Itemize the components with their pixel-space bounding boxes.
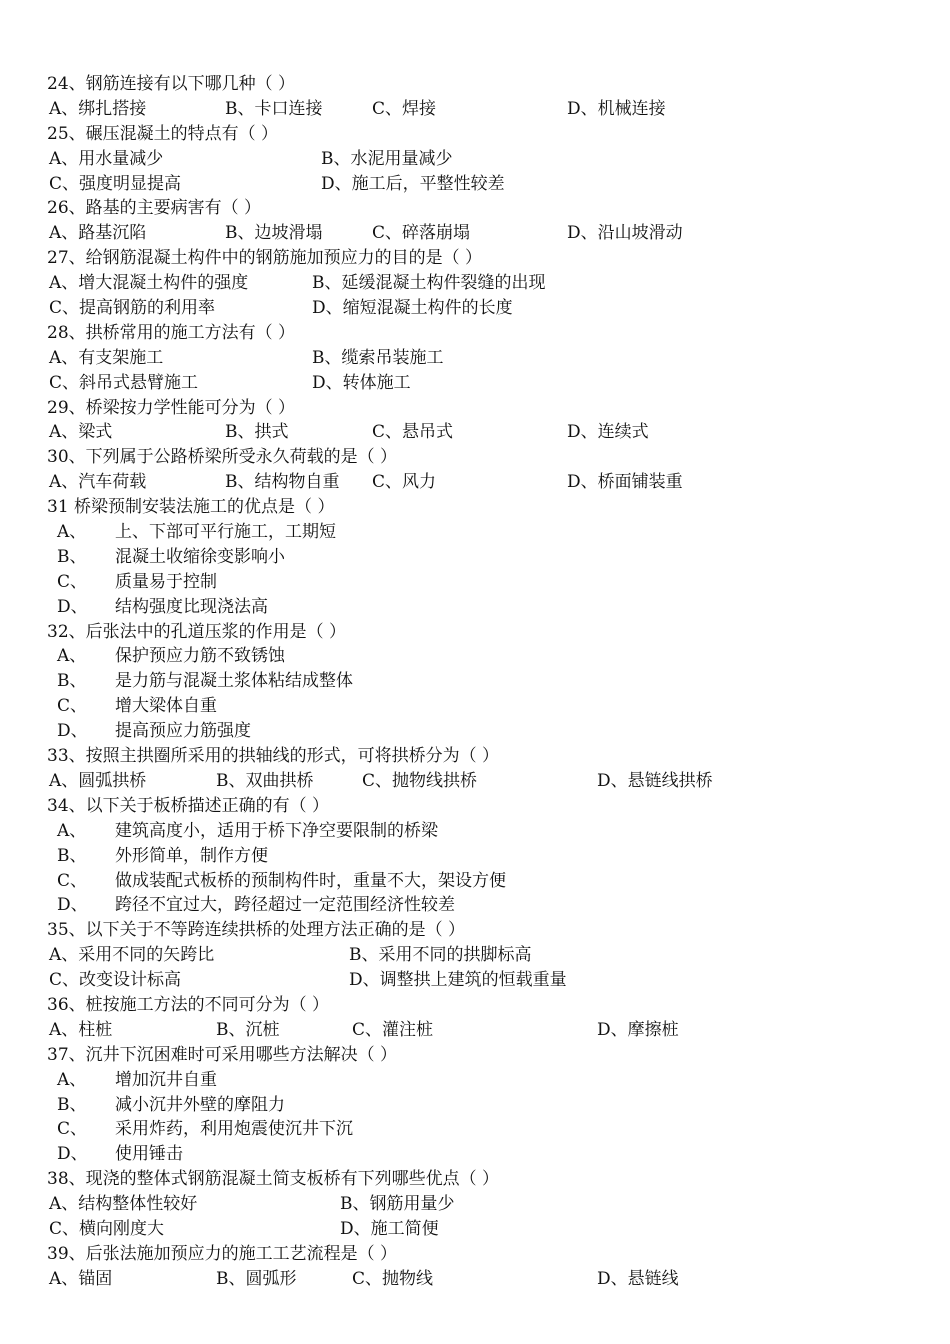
option-text: 保护预应力筋不致锈蚀 bbox=[115, 646, 285, 667]
options-26 bbox=[0, 221, 950, 246]
option-d: D、机械连接 bbox=[567, 98, 666, 119]
question-31: 31 桥梁预制安装法施工的优点是（ ） bbox=[47, 497, 335, 518]
option-c bbox=[57, 570, 950, 595]
option-b: B、结构物自重 bbox=[225, 472, 340, 493]
option-d: D、桥面铺装重 bbox=[567, 472, 683, 493]
option-c bbox=[57, 694, 950, 719]
option-d bbox=[57, 893, 950, 918]
question-36: 36、桩按施工方法的不同可分为（ ） bbox=[47, 994, 330, 1015]
option-letter: C、 bbox=[57, 571, 88, 592]
option-letter: D、 bbox=[57, 596, 88, 617]
option-d bbox=[57, 1142, 950, 1167]
options-25-cd bbox=[0, 172, 950, 197]
option-text: 减小沉井外壁的摩阻力 bbox=[115, 1094, 285, 1115]
option-text: 增加沉井自重 bbox=[115, 1069, 217, 1090]
option-letter: C、 bbox=[57, 1119, 88, 1140]
option-text: 建筑高度小，适用于桥下净空要限制的桥梁 bbox=[115, 820, 438, 841]
option-b: B、沉桩 bbox=[216, 1019, 280, 1040]
option-a bbox=[57, 644, 950, 669]
option-a: A、用水量减少 bbox=[49, 148, 164, 169]
option-c: C、横向刚度大 bbox=[49, 1218, 165, 1239]
options-35-ab bbox=[0, 943, 950, 968]
options-27-ab bbox=[0, 271, 950, 296]
option-d bbox=[57, 595, 950, 620]
option-b: B、钢筋用量少 bbox=[340, 1194, 455, 1215]
option-c: C、悬吊式 bbox=[372, 422, 454, 443]
option-letter: A、 bbox=[57, 646, 87, 667]
question-27: 27、给钢筋混凝土构件中的钢筋施加预应力的目的是（ ） bbox=[47, 248, 483, 269]
option-a: A、结构整体性较好 bbox=[49, 1194, 198, 1215]
option-c: C、强度明显提高 bbox=[49, 173, 182, 194]
option-b: B、缆索吊装施工 bbox=[312, 347, 444, 368]
option-d: D、悬链线 bbox=[597, 1268, 679, 1289]
option-text: 提高预应力筋强度 bbox=[115, 721, 251, 742]
option-a: A、有支架施工 bbox=[49, 347, 164, 368]
exam-document bbox=[0, 72, 950, 1292]
option-d: D、连续式 bbox=[567, 422, 649, 443]
option-a bbox=[57, 819, 950, 844]
option-c: C、抛物线拱桥 bbox=[362, 770, 478, 791]
option-text: 质量易于控制 bbox=[115, 571, 217, 592]
option-b: B、采用不同的拱脚标高 bbox=[349, 945, 532, 966]
option-letter: D、 bbox=[57, 721, 88, 742]
option-b: B、拱式 bbox=[225, 422, 289, 443]
option-text: 上、下部可平行施工，工期短 bbox=[115, 522, 336, 543]
question-33: 33、按照主拱圈所采用的拱轴线的形式，可将拱桥分为（ ） bbox=[47, 746, 500, 767]
option-text: 采用炸药，利用炮震使沉井下沉 bbox=[115, 1119, 353, 1140]
option-letter: C、 bbox=[57, 870, 88, 891]
option-c: C、斜吊式悬臂施工 bbox=[49, 372, 199, 393]
question-39: 39、后张法施加预应力的施工工艺流程是（ ） bbox=[47, 1243, 398, 1264]
option-a: A、梁式 bbox=[49, 422, 113, 443]
option-d: D、悬链线拱桥 bbox=[597, 770, 713, 791]
option-d: D、施工后，平整性较差 bbox=[321, 173, 505, 194]
option-d: D、转体施工 bbox=[312, 372, 411, 393]
options-38-cd bbox=[0, 1217, 950, 1242]
option-c: C、焊接 bbox=[372, 98, 437, 119]
option-a bbox=[57, 520, 950, 545]
options-28-ab bbox=[0, 346, 950, 371]
option-text: 混凝土收缩徐变影响小 bbox=[115, 546, 285, 567]
option-c: C、抛物线 bbox=[352, 1268, 434, 1289]
options-28-cd bbox=[0, 371, 950, 396]
option-letter: D、 bbox=[57, 1144, 88, 1165]
option-b bbox=[57, 669, 950, 694]
option-a bbox=[57, 1068, 950, 1093]
options-25-ab bbox=[0, 147, 950, 172]
question-37: 37、沉井下沉困难时可采用哪些方法解决（ ） bbox=[47, 1044, 398, 1065]
option-b: B、水泥用量减少 bbox=[321, 148, 453, 169]
option-c: C、灌注桩 bbox=[352, 1019, 434, 1040]
option-letter: B、 bbox=[57, 845, 87, 866]
option-d: D、沿山坡滑动 bbox=[567, 223, 683, 244]
question-25: 25、碾压混凝土的特点有（ ） bbox=[47, 123, 279, 144]
option-letter: A、 bbox=[57, 1069, 87, 1090]
option-b: B、圆弧形 bbox=[216, 1268, 297, 1289]
question-26: 26、路基的主要病害有（ ） bbox=[47, 198, 262, 219]
option-text: 增大梁体自重 bbox=[115, 696, 217, 717]
option-d: D、摩擦桩 bbox=[597, 1019, 679, 1040]
option-a: A、锚固 bbox=[49, 1268, 113, 1289]
question-28: 28、拱桥常用的施工方法有（ ） bbox=[47, 322, 296, 343]
option-b bbox=[57, 844, 950, 869]
option-letter: A、 bbox=[57, 820, 87, 841]
option-c: C、提高钢筋的利用率 bbox=[49, 298, 216, 319]
options-35-cd bbox=[0, 968, 950, 993]
option-a: A、路基沉陷 bbox=[49, 223, 147, 244]
option-a: A、柱桩 bbox=[49, 1019, 113, 1040]
options-27-cd bbox=[0, 296, 950, 321]
option-text: 外形简单，制作方便 bbox=[115, 845, 268, 866]
options-33 bbox=[0, 769, 950, 794]
question-29: 29、桥梁按力学性能可分为（ ） bbox=[47, 397, 296, 418]
option-text: 跨径不宜过大，跨径超过一定范围经济性较差 bbox=[115, 895, 455, 916]
options-36 bbox=[0, 1018, 950, 1043]
option-b: B、卡口连接 bbox=[225, 98, 323, 119]
option-letter: B、 bbox=[57, 1094, 87, 1115]
options-30 bbox=[0, 470, 950, 495]
option-text: 使用锤击 bbox=[115, 1144, 183, 1165]
option-letter: D、 bbox=[57, 895, 88, 916]
option-letter: A、 bbox=[57, 522, 87, 543]
question-30: 30、下列属于公路桥梁所受永久荷载的是（ ） bbox=[47, 447, 398, 468]
option-b: B、双曲拱桥 bbox=[216, 770, 314, 791]
option-letter: B、 bbox=[57, 546, 87, 567]
option-a: A、采用不同的矢跨比 bbox=[49, 945, 215, 966]
question-24: 24、钢筋连接有以下哪几种（ ） bbox=[47, 74, 296, 94]
options-24 bbox=[0, 97, 950, 122]
option-d bbox=[57, 719, 950, 744]
question-35: 35、以下关于不等跨连续拱桥的处理方法正确的是（ ） bbox=[47, 920, 466, 941]
options-39 bbox=[0, 1267, 950, 1292]
option-a: A、绑扎搭接 bbox=[49, 98, 147, 119]
option-b bbox=[57, 545, 950, 570]
option-a: A、圆弧拱桥 bbox=[49, 770, 147, 791]
question-38: 38、现浇的整体式钢筋混凝土简支板桥有下列哪些优点（ ） bbox=[47, 1169, 500, 1190]
option-c bbox=[57, 869, 950, 894]
option-b: B、延缓混凝土构件裂缝的出现 bbox=[312, 273, 546, 294]
option-c bbox=[57, 1117, 950, 1142]
option-d: D、缩短混凝土构件的长度 bbox=[312, 298, 513, 319]
option-d: D、调整拱上建筑的恒载重量 bbox=[349, 970, 567, 991]
option-b bbox=[57, 1093, 950, 1118]
option-c: C、改变设计标高 bbox=[49, 970, 182, 991]
option-text: 是力筋与混凝土浆体粘结成整体 bbox=[115, 671, 353, 692]
options-29 bbox=[0, 420, 950, 445]
option-c: C、碎落崩塌 bbox=[372, 223, 471, 244]
option-c: C、风力 bbox=[372, 472, 437, 493]
question-32: 32、后张法中的孔道压浆的作用是（ ） bbox=[47, 621, 347, 642]
option-letter: C、 bbox=[57, 696, 88, 717]
option-a: A、汽车荷载 bbox=[49, 472, 147, 493]
option-letter: B、 bbox=[57, 671, 87, 692]
option-text: 结构强度比现浇法高 bbox=[115, 596, 268, 617]
options-38-ab bbox=[0, 1192, 950, 1217]
question-34: 34、以下关于板桥描述正确的有（ ） bbox=[47, 795, 330, 816]
option-b: B、边坡滑塌 bbox=[225, 223, 323, 244]
option-a: A、增大混凝土构件的强度 bbox=[49, 273, 249, 294]
option-text: 做成装配式板桥的预制构件时，重量不大，架设方便 bbox=[115, 870, 506, 891]
option-d: D、施工简便 bbox=[340, 1218, 439, 1239]
